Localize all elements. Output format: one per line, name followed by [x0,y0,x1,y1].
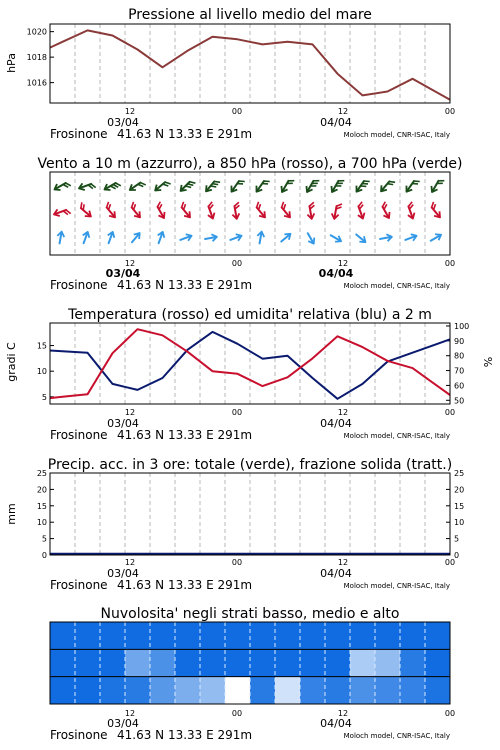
station-name: Frosinone [50,578,108,592]
cloud-cell [375,622,401,650]
cloud-cell [125,677,151,705]
station-coords: 41.63 N 13.33 E 291m [117,428,253,442]
cloud-cell [100,622,126,650]
temperature-title: Temperatura (rosso) ed umidita' relativa (blu) a 2 m [68,307,432,323]
station-coords: 41.63 N 13.33 E 291m [117,127,253,141]
cloud-cell [400,622,426,650]
cloud-cell [375,649,401,677]
cloud-cell [225,622,251,650]
x-tick-label: 00 [444,408,456,417]
y-tick-label: 15 [454,501,465,511]
y-tick-label: 25 [454,469,465,478]
cloud-cell [200,649,226,677]
y-tick-label: 15 [36,501,47,511]
x-tick-label: 12 [337,259,349,268]
x-tick-label: 00 [231,259,243,268]
x-day-label: 03/04 [105,267,141,280]
x-tick-label: 12 [124,709,136,718]
cloud-cell [350,622,376,650]
model-credit: Moloch model, CNR-ISAC, Italy [343,582,450,590]
y-tick-label: 10 [36,367,47,377]
cloud-cell [300,649,326,677]
y-tick-label: 25 [36,469,47,478]
cloud-cell [325,649,351,677]
precipitation-title: Precip. acc. in 3 ore: totale (verde), frazione solida (tratt.) [47,457,453,473]
cloud-cell [250,622,276,650]
cloud-cell [275,677,301,705]
pressure-ylabel: hPa [5,53,18,73]
cloud-cell [325,677,351,705]
y-tick-label: 100 [454,321,470,331]
y-tick-label: 1016 [26,78,47,88]
x-tick-label: 00 [444,107,456,116]
cloud-cell [175,622,201,650]
y-tick-label: 90 [454,336,465,346]
x-tick-label: 00 [444,709,456,718]
station-name: Frosinone [50,278,108,292]
humidity-ylabel: % [482,356,495,368]
x-tick-label: 00 [231,408,243,417]
cloud-cell [275,649,301,677]
cloud-cell [75,622,101,650]
cloud-cell [350,677,376,705]
cloud-cell [425,677,451,705]
y-tick-label: 1018 [26,53,47,63]
y-tick-label: 60 [454,381,465,391]
x-day-label: 04/04 [320,717,352,730]
y-tick-label: 50 [454,396,465,406]
cloud-cell [150,649,176,677]
cloud-cell [225,649,251,677]
x-tick-label: 00 [444,558,456,567]
cloud-cell [200,622,226,650]
y-tick-label: 20 [454,485,465,495]
x-tick-label: 12 [337,558,349,567]
cloud-cell [75,677,101,705]
x-tick-label: 00 [231,558,243,567]
model-credit: Moloch model, CNR-ISAC, Italy [343,732,450,740]
cloud-cell [375,677,401,705]
y-tick-label: 1020 [26,27,47,37]
cloud-cell [175,677,201,705]
cloud-cell [100,649,126,677]
cloud-cell [100,677,126,705]
cloud-cell [150,677,176,705]
cloud-cell [225,677,251,705]
cloud-cell [300,677,326,705]
x-tick-label: 12 [124,558,136,567]
cloud-cell [50,622,76,650]
x-tick-label: 12 [124,408,136,417]
temperature-ylabel: gradi C [5,342,18,382]
x-tick-label: 12 [337,709,349,718]
x-tick-label: 12 [337,408,349,417]
model-credit: Moloch model, CNR-ISAC, Italy [343,432,450,440]
station-name: Frosinone [50,127,108,141]
model-credit: Moloch model, CNR-ISAC, Italy [343,282,450,290]
cloud-cell [250,649,276,677]
x-tick-label: 00 [444,259,456,268]
y-tick-label: 10 [454,518,465,528]
y-tick-label: 80 [454,351,465,361]
station-name: Frosinone [50,428,108,442]
y-tick-label: 0 [454,551,460,560]
cloud-cell [250,677,276,705]
cloud-cell [150,622,176,650]
cloud-cell [175,649,201,677]
station-coords: 41.63 N 13.33 E 291m [117,578,253,592]
x-day-label: 03/04 [107,567,139,580]
cloud-cell [400,677,426,705]
pressure-title: Pressione al livello medio del mare [128,7,372,23]
y-tick-label: 15 [36,341,47,351]
y-tick-label: 5 [454,534,460,544]
y-tick-label: 10 [36,518,47,528]
y-tick-label: 5 [41,534,47,544]
x-tick-label: 12 [124,259,136,268]
cloud-cell [125,622,151,650]
cloud-cell [200,677,226,705]
cloud-cell [425,649,451,677]
x-tick-label: 12 [337,107,349,116]
station-coords: 41.63 N 13.33 E 291m [117,278,253,292]
y-tick-label: 0 [41,551,47,560]
cloud-cell [325,622,351,650]
cloud-cell [50,677,76,705]
x-day-label: 04/04 [318,267,354,280]
station-coords: 41.63 N 13.33 E 291m [117,728,253,742]
x-tick-label: 12 [124,107,136,116]
cloud-cell [425,622,451,650]
x-tick-label: 00 [231,709,243,718]
x-tick-label: 00 [231,107,243,116]
x-day-label: 03/04 [107,417,139,430]
x-day-label: 04/04 [320,417,352,430]
cloud-cell [275,622,301,650]
wind-title: Vento a 10 m (azzurro), a 850 hPa (rosso), a 700 hPa (verde) [37,156,463,172]
x-day-label: 04/04 [320,116,352,129]
x-day-label: 03/04 [107,116,139,129]
y-tick-label: 20 [36,485,47,495]
cloud-title: Nuvolosita' negli strati basso, medio e alto [100,606,400,622]
precipitation-ylabel: mm [5,503,18,525]
cloud-cell [125,649,151,677]
x-day-label: 03/04 [107,717,139,730]
cloud-cell [75,649,101,677]
cloud-cell [350,649,376,677]
station-name: Frosinone [50,728,108,742]
x-day-label: 04/04 [320,567,352,580]
cloud-cell [400,649,426,677]
model-credit: Moloch model, CNR-ISAC, Italy [343,131,450,139]
y-tick-label: 70 [454,366,465,376]
cloud-cell [300,622,326,650]
y-tick-label: 5 [41,392,47,402]
cloud-cell [50,649,76,677]
